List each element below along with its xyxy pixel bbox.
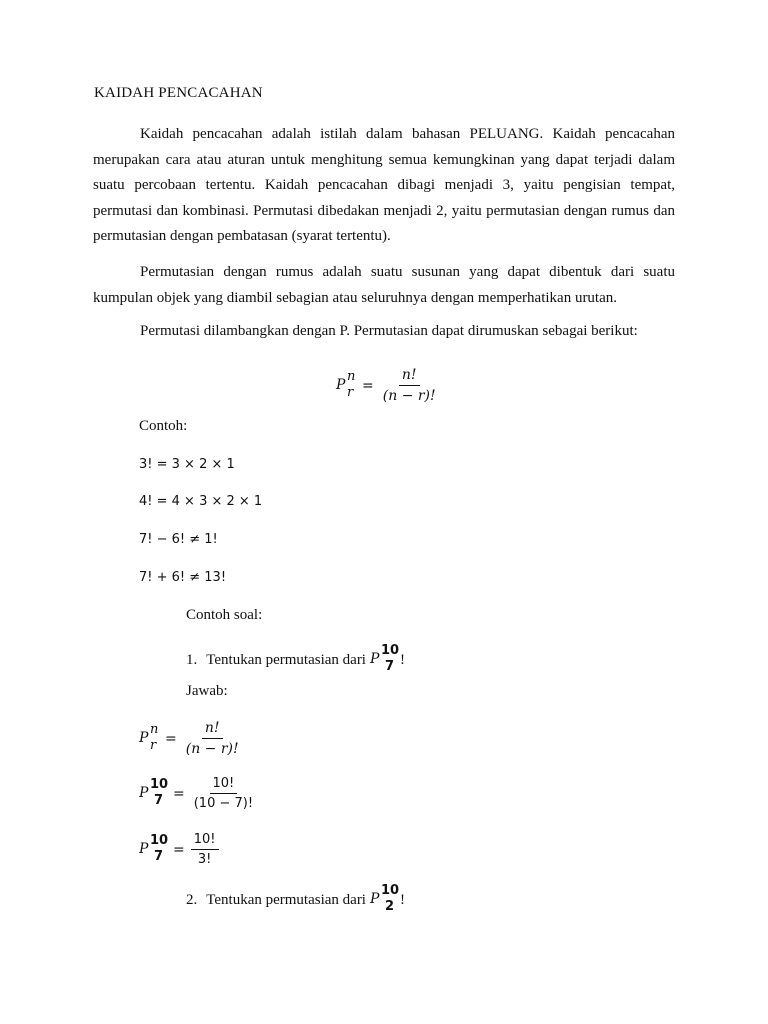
example-line: 3! = 3 × 2 × 1 — [139, 457, 235, 472]
formula-fraction — [380, 367, 439, 404]
permutation-formula — [336, 367, 439, 404]
paragraph-permutasi-rumus: Permutasian dengan rumus adalah suatu susunan yang dapat dibentuk dari suatu kumpulan objek yang diambil sebagian atau seluruhnya dengan memperhatikan urutan. — [93, 264, 675, 306]
contoh-soal-label: Contoh soal: — [186, 607, 263, 623]
formula-subscript: r — [347, 384, 354, 400]
question-text: Tentukan permutasian dari — [206, 891, 366, 908]
question-number: 1. — [186, 651, 198, 668]
example-line: 4! = 4 × 3 × 2 × 1 — [139, 494, 263, 509]
jawab-label: Jawab: — [186, 683, 228, 699]
formula-denominator: (n − r)! — [382, 388, 436, 404]
formula-equals: = — [362, 377, 374, 394]
question-item-1 — [186, 645, 405, 675]
question-text: Tentukan permutasian dari — [206, 651, 366, 668]
page-title: KAIDAH PENCACAHAN — [94, 85, 263, 101]
formula-superscript: n — [347, 368, 356, 384]
solution-step-1: P n r = $\frac{n!}{(n - r)!}$ — [139, 720, 239, 757]
question-permutation-symbol: P 10 2 — [369, 883, 400, 914]
question-item-2 — [186, 885, 405, 915]
paragraph-permutasi-symbol: Permutasi dilambangkan dengan P. Permutasian dapat dirumuskan sebagai berikut: — [140, 323, 638, 339]
contoh-label: Contoh: — [139, 418, 188, 434]
paragraph-intro: Kaidah pencacahan adalah istilah dalam bahasan PELUANG. Kaidah pencacahan merupakan cara atau aturan untuk menghitung semua kemungkinan yang dapat terjadi dalam suatu percobaan tertentu. Kaidah pencacahan dibagi menjadi 3, yaitu pengisian tempat, permutasi dan kombinasi. Permutasi dibedakan menjadi 2, yaitu permutasian dengan rumus dan permutasian dengan pembatasan (syarat tertentu). — [93, 126, 675, 244]
question-permutation-symbol: P 10 7 — [369, 643, 400, 674]
solution-step-3: P 10 7 = $\frac{10!}{3!}$ — [139, 832, 219, 867]
question-number: 2. — [186, 891, 198, 908]
example-line: 7! − 6! ≠ 1! — [139, 532, 218, 547]
formula-symbol: P n r — [336, 368, 356, 400]
solution-step-2: P 10 7 = $\frac{10!}{(10 - 7)!}$ — [139, 776, 254, 811]
question-end: ! — [399, 891, 405, 908]
question-end: ! — [399, 651, 405, 668]
formula-numerator: n! — [399, 367, 420, 386]
example-line: 7! + 6! ≠ 13! — [139, 570, 227, 585]
